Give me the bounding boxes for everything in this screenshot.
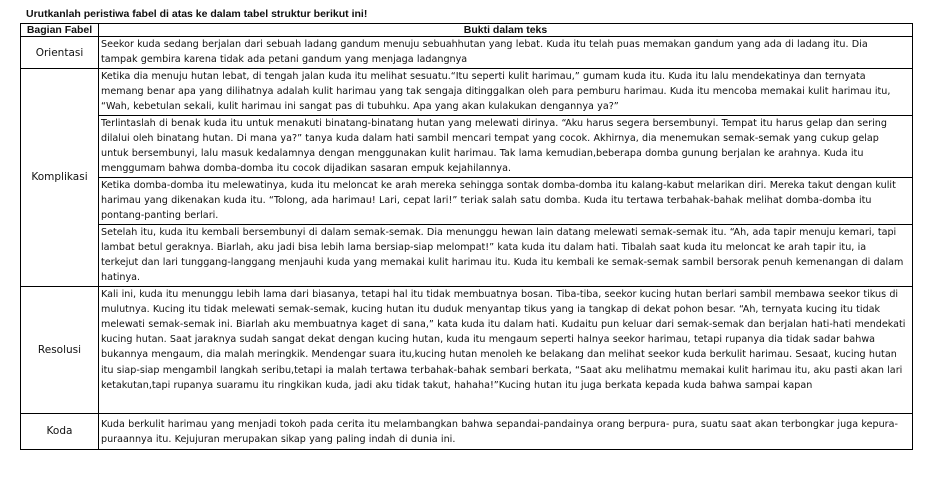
instruction-text: Urutkanlah peristiwa fabel di atas ke dalam tabel struktur berikut ini!	[26, 8, 368, 20]
table-row-komplikasi-3	[21, 177, 913, 224]
table-row-komplikasi-1	[21, 69, 913, 116]
table-row-orientasi	[21, 37, 913, 69]
table-row-resolusi	[21, 286, 913, 413]
header-part: Bagian Fabel	[21, 24, 99, 37]
evidence-cell-orientasi: Seekor kuda sedang berjalan dari sebuah ladang gandum menuju sebuahhutan yang lebat. Kuda itu telah puas memakan gandum yang ada di ladang itu. Dia tampak gembira karena tidak ada petani gandum yang menjaga ladangnya	[99, 37, 913, 69]
table-row-komplikasi-2	[21, 115, 913, 177]
part-label-resolusi: Resolusi	[21, 286, 99, 413]
part-label-koda: Koda	[21, 413, 99, 449]
evidence-cell-komplikasi-2: Terlintaslah di benak kuda itu untuk menakuti binatang-binatang hutan yang melewati dirinya. “Aku harus segera bersembunyi. Tempat itu harus gelap dan sering dilalui oleh binatang hutan. Di mana ya?” tanya kuda dalam hati sambil mencari tempat yang cocok. Akhirnya, dia menemukan semak-semak yang cukup gelap untuk bersembunyi, lalu masuk kedalamnya dengan menggunakan kulit harimau. Tak lama kemudian,beberapa domba gunung berjalan ke arahnya. Kuda itu menggumam bahwa domba-domba itu cocok dijadikan sasaran empuk kejahilannya.	[99, 115, 913, 177]
header-row	[21, 24, 913, 37]
fable-structure-table	[20, 23, 913, 450]
evidence-cell-koda: Kuda berkulit harimau yang menjadi tokoh pada cerita itu melambangkan bahwa sepandai-pandainya orang berpura- pura, suatu saat akan terbongkar juga kepura-puraannya itu. Kejujuran merupakan sikap yang paling indah di dunia ini.	[99, 413, 913, 449]
table-row-koda	[21, 413, 913, 449]
part-label-orientasi: Orientasi	[21, 37, 99, 69]
evidence-cell-komplikasi-4: Setelah itu, kuda itu kembali bersembunyi di dalam semak-semak. Dia menunggu hewan lain datang melewati semak-semak itu. “Ah, ada tapir menuju kemari, tapi lambat betul geraknya. Biarlah, aku jadi bisa lebih lama bersiap-siap melompat!” kata kuda itu dalam hati. Tibalah saat kuda itu meloncat ke arah tapir itu, ia terkejut dan lari tunggang-langgang menjauhi kuda yang memakai kulit harimau itu. Kuda itu kembali ke semak-semak sambil bersorak penuh kemenangan di dalam hatinya.	[99, 224, 913, 286]
evidence-cell-resolusi: Kali ini, kuda itu menunggu lebih lama dari biasanya, tetapi hal itu tidak membuatnya bosan. Tiba-tiba, seekor kucing hutan berlari sambil membawa seekor tikus di mulutnya. Kucing itu tidak melewati semak-semak, kucing hutan itu duduk menyantap tikus yang ia tangkap di dekat pohon besar. “Ah, ternyata kucing itu tidak melewati semak-semak ini. Biarlah aku membuatnya kaget di sana,” kata kuda itu dalam hati. Kudaitu pun keluar dari semak-semak dan berjalan hati-hati mendekati kucing hutan. Saat jaraknya sudah sangat dekat dengan kucing hutan, kuda itu mengaum seperti halnya seekor harimau, tetapi rupanya dia tidak sadar bahwa bukannya mengaum, dia malah meringkik. Mendengar suara itu,kucing hutan menoleh ke belakang dan melihat seekor kuda berkulit harimau. Sesaat, kucing hutan itu siap-siap mengambil langkah seribu,tetapi ia malah tertawa terbahak-bahak sembari berkata, “Saat aku melihatmu memakai kulit harimau itu, aku pasti akan lari ketakutan,tapi rupanya suaramu itu ringkikan kuda, jadi aku tidak takut, hahaha!”Kucing hutan itu juga berkata kepada kuda bahwa sampai kapan	[99, 286, 913, 413]
table-row-komplikasi-4	[21, 224, 913, 286]
evidence-cell-komplikasi-1: Ketika dia menuju hutan lebat, di tengah jalan kuda itu melihat sesuatu.“Itu seperti kulit harimau,” gumam kuda itu. Kuda itu lalu mendekatinya dan ternyata memang benar apa yang dilihatnya adalah kulit harimau yang tak sengaja ditinggalkan oleh para pemburu harimau. Kuda itu mencoba memakai kulit harimau itu, “Wah, kebetulan sekali, kulit harimau ini sangat pas di tubuhku. Apa yang akan kulakukan dengannya ya?”	[99, 69, 913, 116]
header-evidence: Bukti dalam teks	[99, 24, 913, 37]
evidence-cell-komplikasi-3: Ketika domba-domba itu melewatinya, kuda itu meloncat ke arah mereka sehingga sontak domba-domba itu kalang-kabut melarikan diri. Mereka takut dengan kulit harimau yang dikenakan kuda itu. “Tolong, ada harimau! Lari, cepat lari!” teriak salah satu domba. Kuda itu tertawa terbahak-bahak melihat domba-domba itu pontang-panting berlari.	[99, 177, 913, 224]
part-label-komplikasi: Komplikasi	[21, 69, 99, 287]
